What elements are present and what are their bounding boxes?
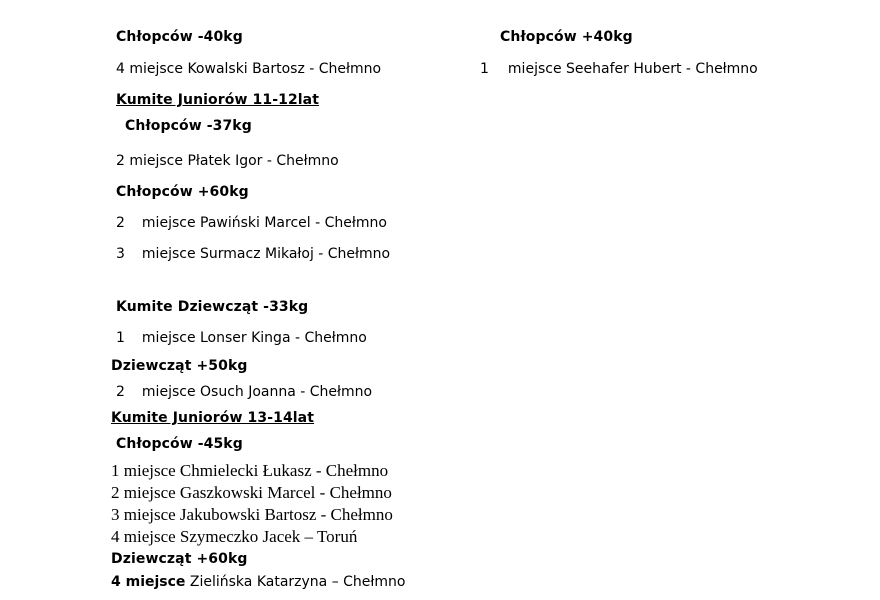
result-line: 1 miejsce Chmielecki Łukasz - Chełmno xyxy=(111,461,389,480)
category-heading-boys-minus37: Chłopców -37kg xyxy=(125,118,252,134)
section-title-juniors-13-14: Kumite Juniorów 13-14lat xyxy=(111,410,315,426)
category-heading-girls-plus60: Dziewcząt +60kg xyxy=(111,551,248,567)
result-text: Zielińska Katarzyna – Chełmno xyxy=(189,574,406,590)
result-line xyxy=(480,62,758,76)
result-text: miejsce Lonser Kinga - Chełmno xyxy=(141,330,367,346)
place-number: 1 xyxy=(116,330,125,346)
result-text: miejsce Pawiński Marcel - Chełmno xyxy=(141,215,387,231)
place-label: 4 miejsce xyxy=(111,574,186,590)
category-heading-boys-plus40: Chłopców +40kg xyxy=(500,29,633,45)
category-heading-boys-minus45: Chłopców -45kg xyxy=(116,436,243,452)
result-line xyxy=(111,575,405,589)
result-line: 4 miejsce Kowalski Bartosz - Chełmno xyxy=(116,61,382,77)
result-text: miejsce Surmacz Mikałoj - Chełmno xyxy=(141,246,391,262)
category-heading-girls-minus33: Kumite Dziewcząt -33kg xyxy=(116,299,309,315)
result-line xyxy=(116,331,367,345)
section-title-juniors-11-12: Kumite Juniorów 11-12lat xyxy=(116,92,320,108)
result-text: miejsce Osuch Joanna - Chełmno xyxy=(141,384,373,400)
result-line xyxy=(116,247,390,261)
result-line: 3 miejsce Jakubowski Bartosz - Chełmno xyxy=(111,505,393,524)
result-line xyxy=(116,216,387,230)
category-heading-boys-plus60: Chłopców +60kg xyxy=(116,184,249,200)
place-number: 2 xyxy=(116,384,125,400)
place-number: 1 xyxy=(480,61,489,77)
result-line: 2 miejsce Gaszkowski Marcel - Chełmno xyxy=(111,483,392,502)
result-line xyxy=(116,385,372,399)
category-heading-boys-minus40: Chłopców -40kg xyxy=(116,29,243,45)
result-text: miejsce Seehafer Hubert - Chełmno xyxy=(507,61,758,77)
result-line: 4 miejsce Szymeczko Jacek – Toruń xyxy=(111,527,358,546)
place-number: 3 xyxy=(116,246,125,262)
category-heading-girls-plus50: Dziewcząt +50kg xyxy=(111,358,248,374)
place-number: 2 xyxy=(116,215,125,231)
result-line: 2 miejsce Płatek Igor - Chełmno xyxy=(116,153,339,169)
